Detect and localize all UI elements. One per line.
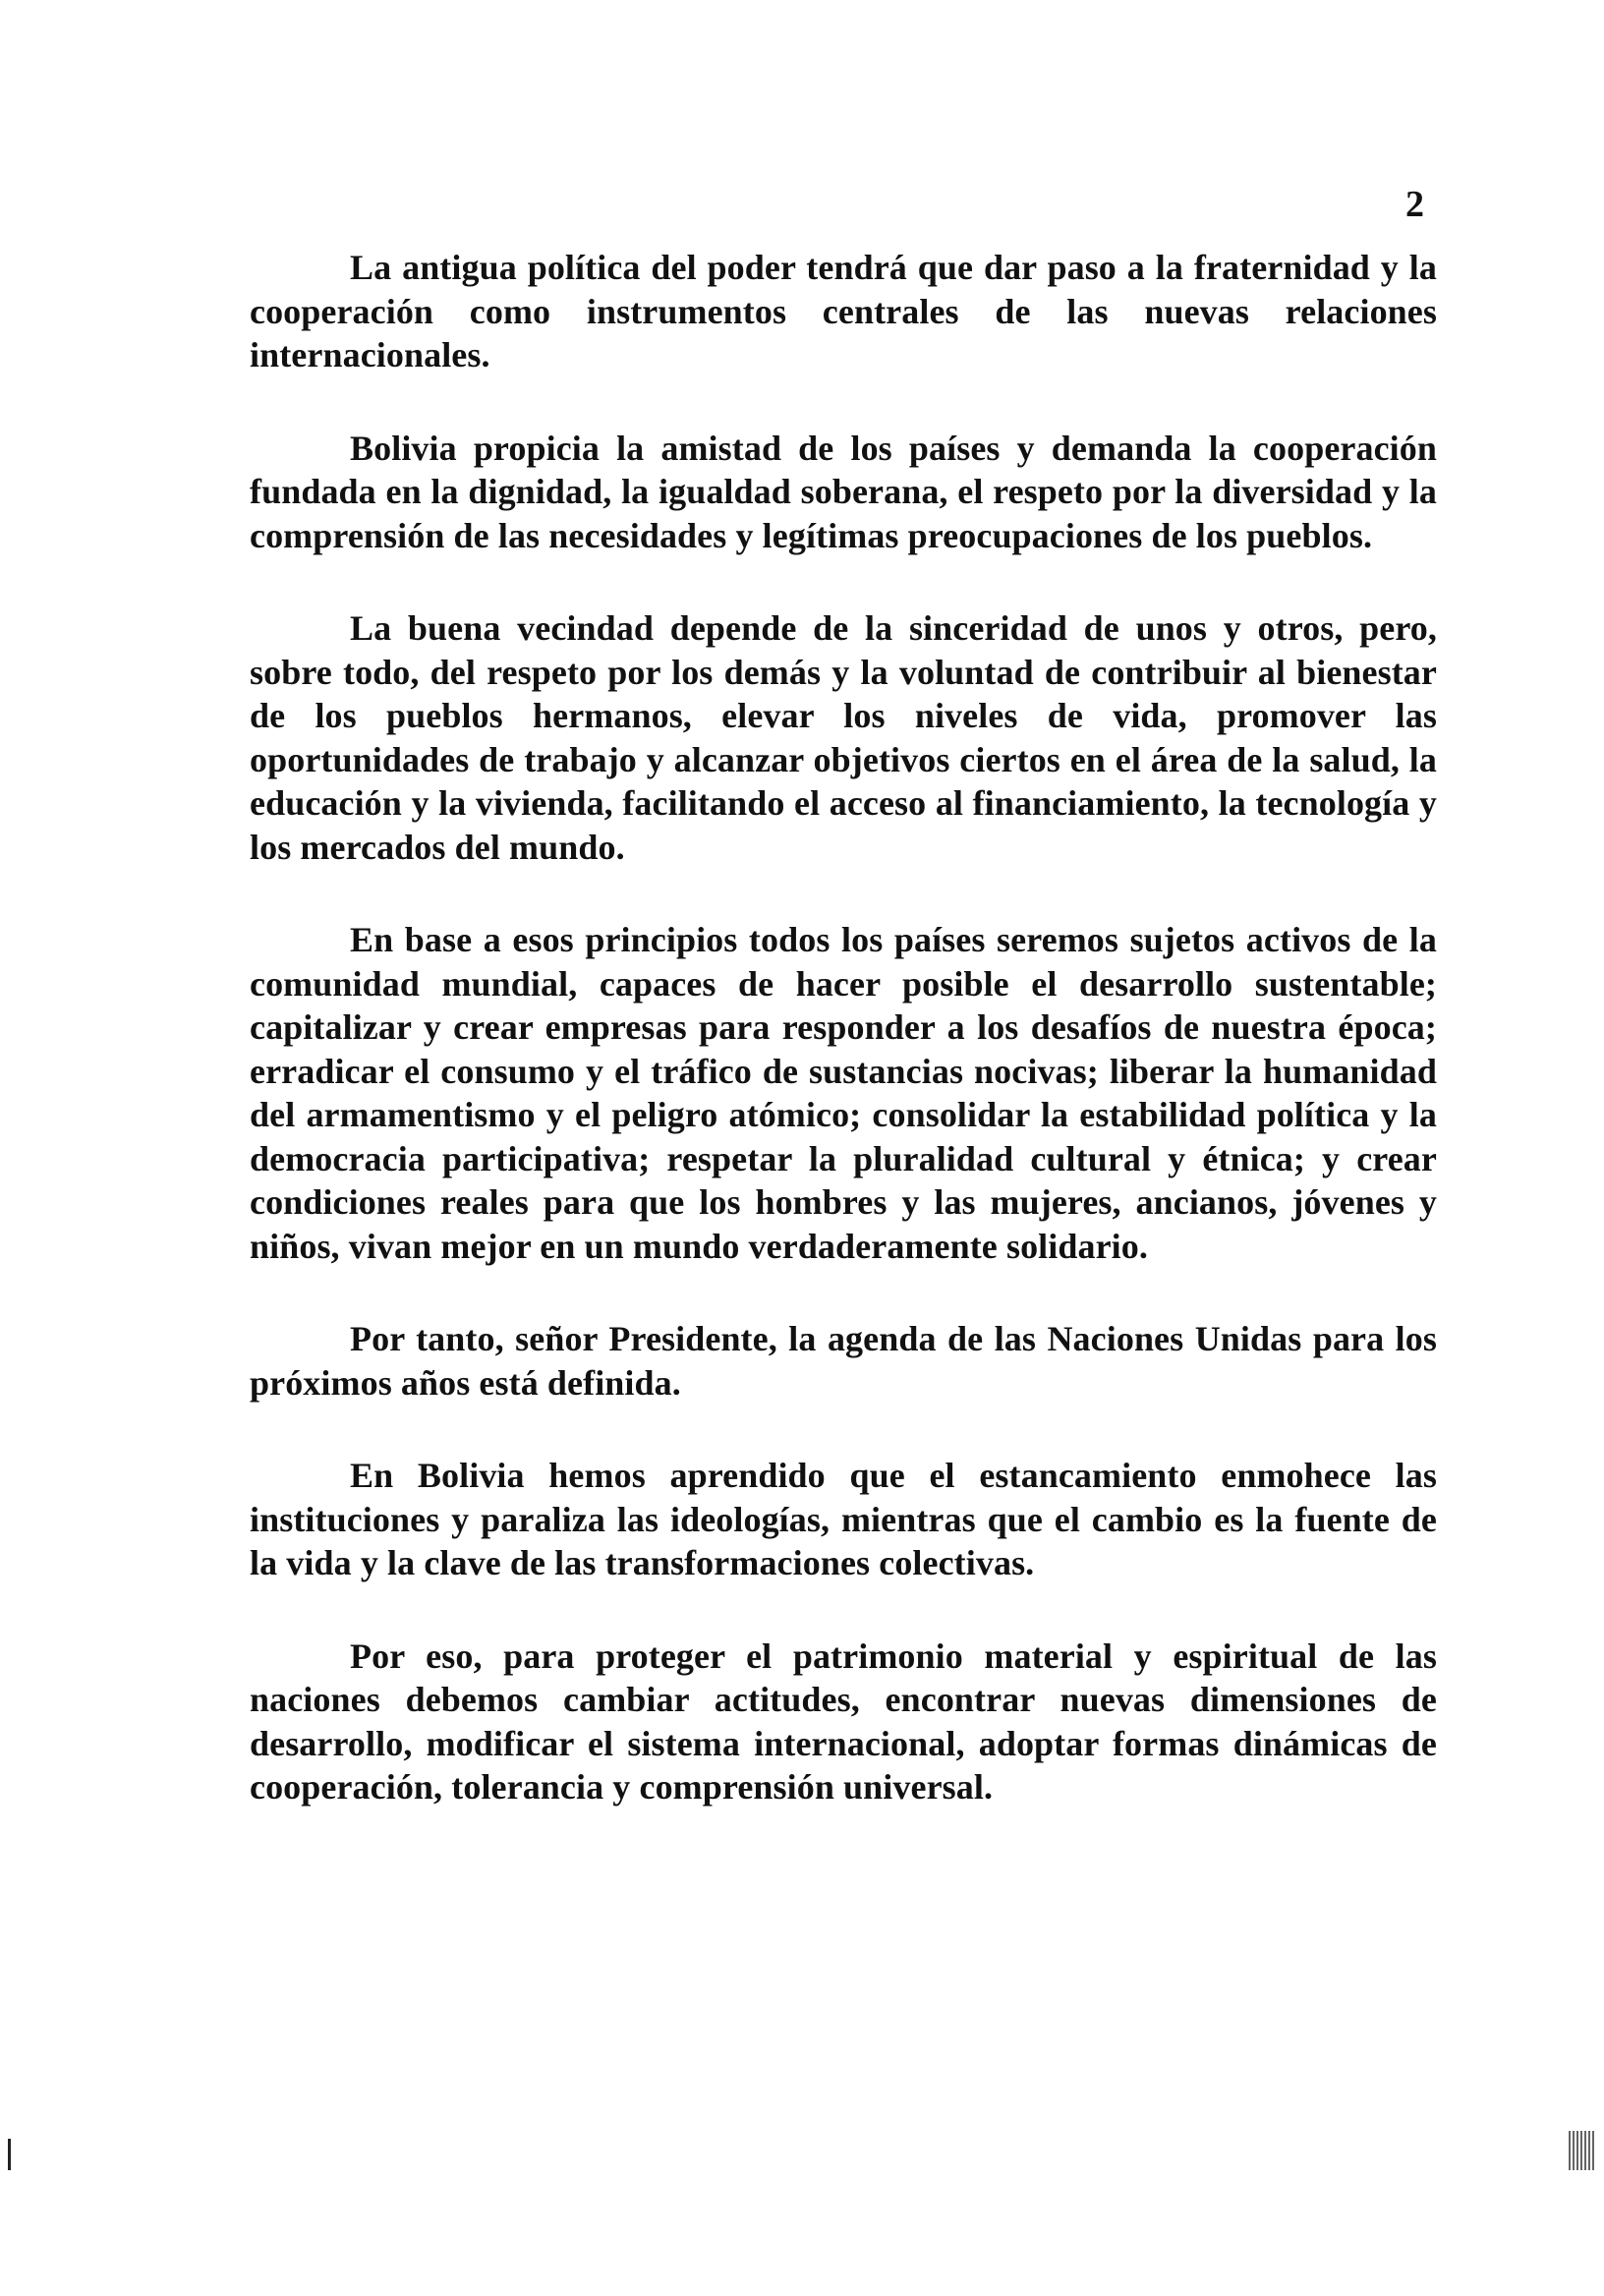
scan-artifact-barcode — [1569, 2131, 1594, 2170]
paragraph: En Bolivia hemos aprendido que el estancamiento enmohece las instituciones y paraliza las ideologías, mientras que el cambio es la fuente de la vida y la clave de las transformaciones colectivas. — [250, 1456, 1437, 1582]
paragraph: En base a esos principios todos los países seremos sujetos activos de la comunidad mundial, capaces de hacer posible el desarrollo sustentable; capitalizar y crear empresas para responder a los desafíos de nuestra época; erradicar el consumo y el tráfico de sustancias nocivas; liberar la humanidad del armamentismo y el peligro atómico; consolidar la estabilidad política y la democracia participativa; respetar la pluralidad cultural y étnica; y crear condiciones reales para que los hombres y las mujeres, ancianos, jóvenes y niños, vivan mejor en un mundo verdaderamente solidario. — [250, 920, 1437, 1266]
page-number: 2 — [1405, 184, 1424, 225]
document-body — [250, 246, 1437, 1859]
scan-artifact-left — [8, 2139, 11, 2170]
paragraph: Por eso, para proteger el patrimonio material y espiritual de las naciones debemos cambiar actitudes, encontrar nuevas dimensiones de desarrollo, modificar el sistema internacional, adoptar formas dinámicas de cooperación, tolerancia y comprensión universal. — [250, 1636, 1437, 1807]
paragraph: Bolivia propicia la amistad de los países y demanda la cooperación fundada en la dignidad, la igualdad soberana, el respeto por la diversidad y la comprensión de las necesidades y legítimas preocupaciones de los pueblos. — [250, 428, 1437, 555]
paragraph: La antigua política del poder tendrá que dar paso a la fraternidad y la cooperación como instrumentos centrales de las nuevas relaciones internacionales. — [250, 248, 1437, 374]
paragraph: La buena vecindad depende de la sinceridad de unos y otros, pero, sobre todo, del respeto por los demás y la voluntad de contribuir al bienestar de los pueblos hermanos, elevar los niveles de vida, promover las oportunidades de trabajo y alcanzar objetivos ciertos en el área de la salud, la educación y la vivienda, facilitando el acceso al financiamiento, la tecnología y los mercados del mundo. — [250, 608, 1437, 867]
paragraph: Por tanto, señor Presidente, la agenda de las Naciones Unidas para los próximos años está definida. — [250, 1319, 1437, 1403]
